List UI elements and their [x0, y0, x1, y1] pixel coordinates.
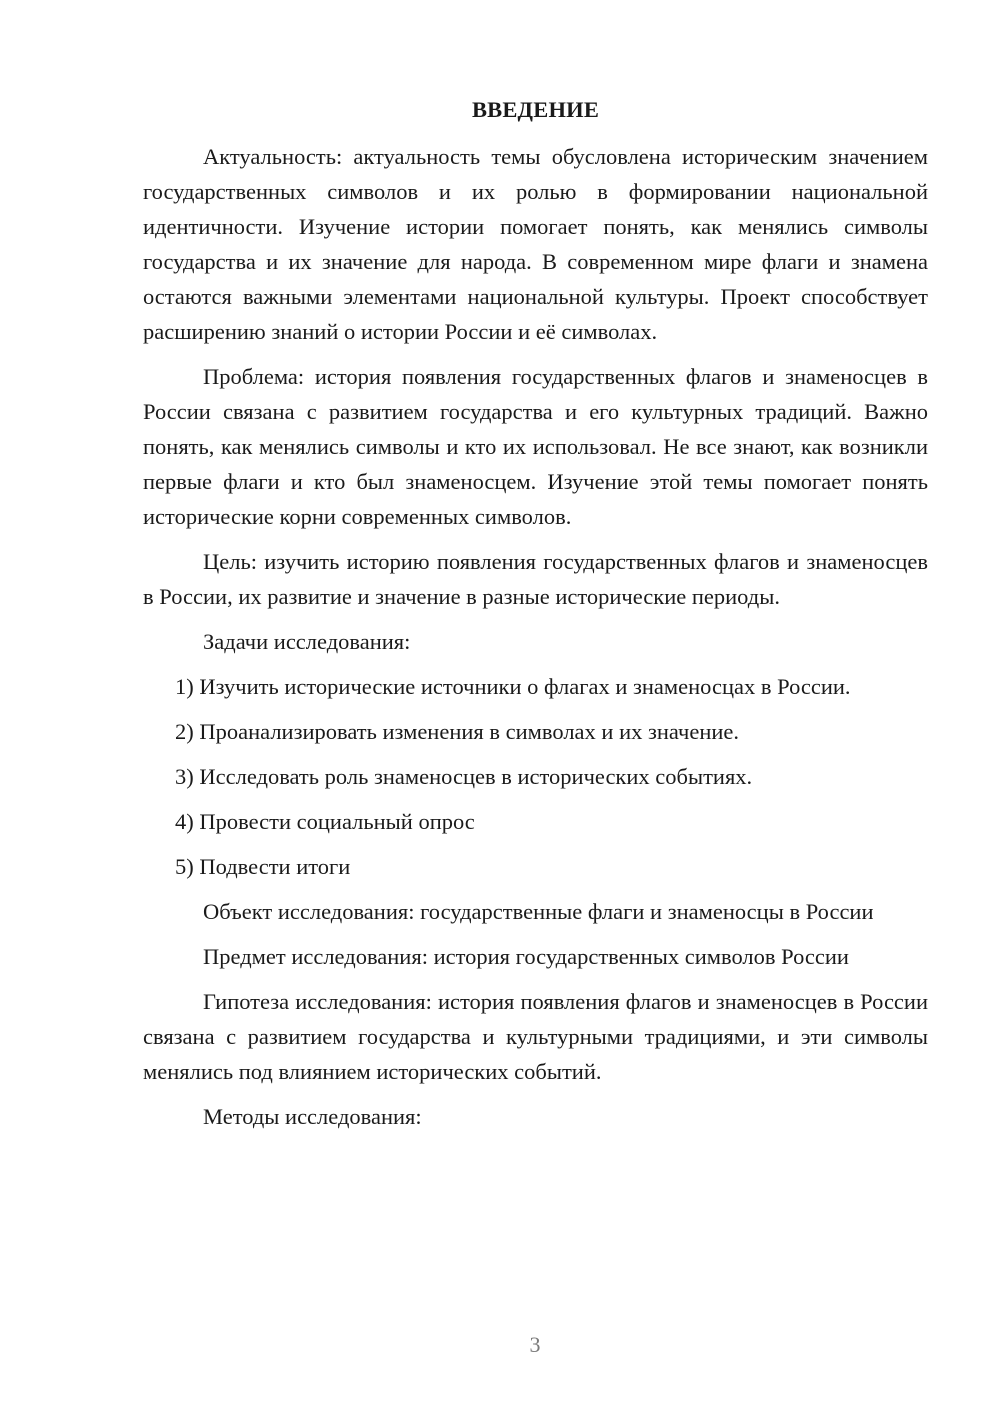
tasks-title: Задачи исследования: — [203, 629, 411, 654]
paragraph-hypothesis: Гипотеза исследования: история появления флагов и знаменосцев в России связана с развитием государства и культурными традициями, и эти символы менялись под влиянием исторических событий. — [143, 989, 928, 1084]
tasks-list — [143, 669, 928, 884]
task-item-1: 1) Изучить исторические источники о флагах и знаменосцах в России. — [175, 674, 851, 699]
document-page — [143, 92, 928, 1144]
section-heading: ВВЕДЕНИЕ — [471, 97, 600, 122]
paragraph-problem: Проблема: история появления государственных флагов и знаменосцев в России связана с развитием государства и его культурных традиций. Важно понять, как менялись символы и кто их использовал. Не все знают, как возникли первые флаги и кто был знаменосцем. Изучение этой темы помогает понять исторические корни современных символов. — [143, 364, 928, 529]
task-item-2: 2) Проанализировать изменения в символах и их значение. — [175, 719, 740, 744]
paragraph-subject: Предмет исследования: история государственных символов России — [203, 944, 849, 969]
methods-title: Методы исследования: — [203, 1104, 422, 1129]
paragraph-goal: Цель: изучить историю появления государственных флагов и знаменосцев в России, их развитие и значение в разные исторические периоды. — [143, 549, 928, 609]
paragraph-relevance: Актуальность: актуальность темы обусловлена историческим значением государственных символов и их ролью в формировании национальной идентичности. Изучение истории помогает понять, как менялись символы государства и их значение для народа. В современном мире флаги и знамена остаются важными элементами национальной культуры. Проект способствует расширению знаний о истории России и её символах. — [143, 144, 928, 344]
page-number: 3 — [529, 1332, 541, 1357]
paragraph-object: Объект исследования: государственные флаги и знаменосцы в России — [203, 899, 874, 924]
task-item-3: 3) Исследовать роль знаменосцев в исторических событиях. — [175, 764, 753, 789]
task-item-4: 4) Провести социальный опрос — [175, 809, 475, 834]
task-item-5: 5) Подвести итоги — [175, 854, 351, 879]
